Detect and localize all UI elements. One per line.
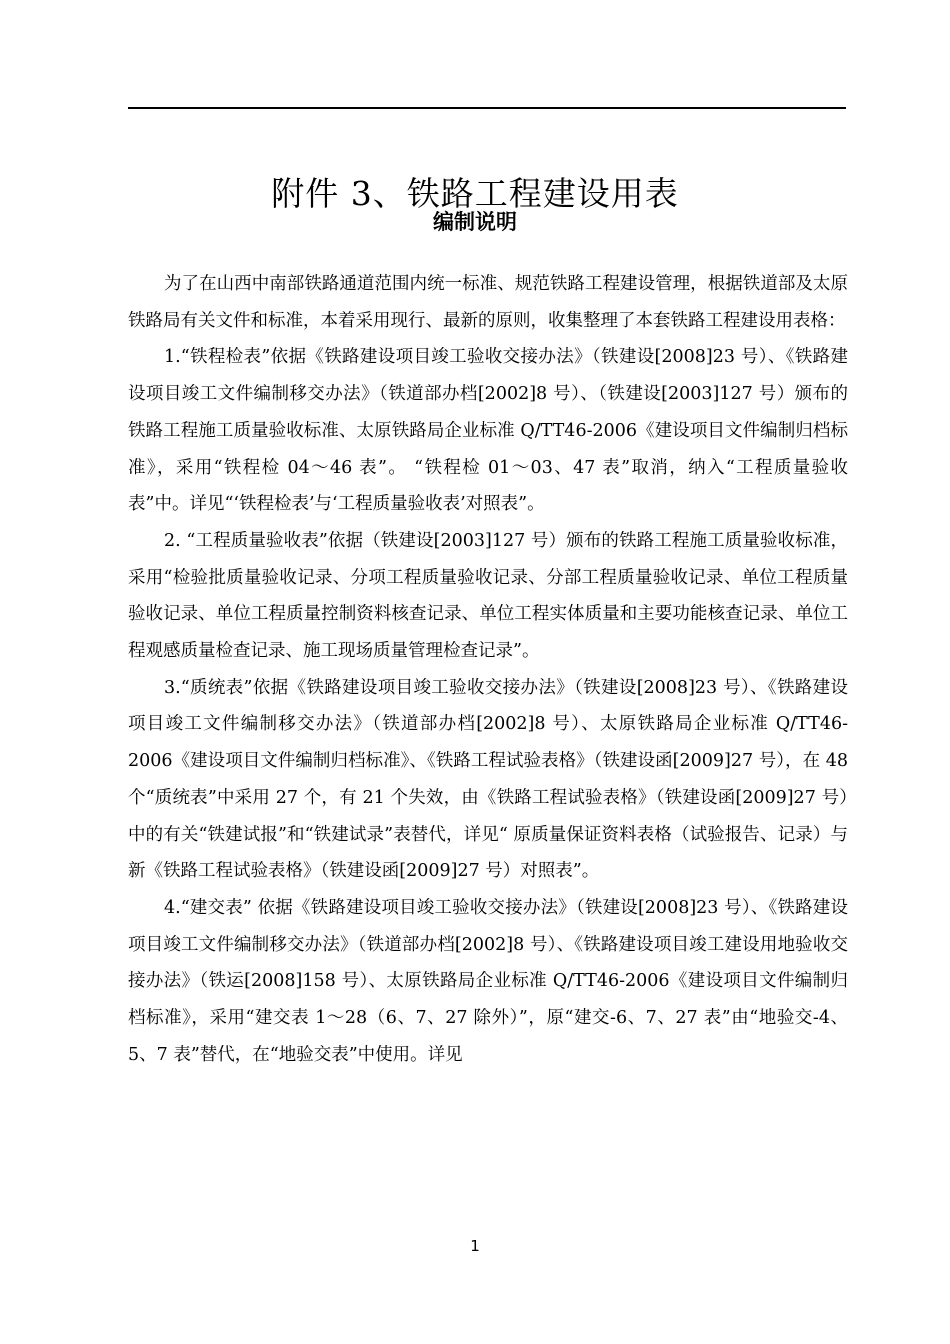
item-3-paragraph: 3.“质统表”依据《铁路建设项目竣工验收交接办法》（铁建设[2008]23 号）、《铁路建设项目竣工文件编制移交办法》（铁道部办档[2002]8 号）、太原铁路局企业标准 Q/TT46-2006《建设项目文件编制归档标准》、《铁路工程试验表格》（铁建设函[2009]27 号），在 48 个“质统表”中采用 27 个，有 21 个失效，由《铁路工程试验表格》（铁建设函[2009]27 号）中的有关“铁建试报”和“铁建试录”表替代，详见“ 原质量保证资料表格（试验报告、记录）与新《铁路工程试验表格》（铁建设函[2009]27 号）对照表”。 [128,677,848,882]
item-1-paragraph: 1.“铁程检表”依据《铁路建设项目竣工验收交接办法》（铁建设[2008]23 号）、《铁路建设项目竣工文件编制移交办法》（铁道部办档[2002]8 号）、（铁建设[2003]127 号）颁布的铁路工程施工质量验收标准、太原铁路局企业标准 Q/TT46-2006《建设项目文件编制归档标准》，采用“铁程检 04～46 表”。 “铁程检 01～03、47 表”取消，纳入“工程质量验收表”中。详见“‘铁程检表’与‘工程质量验收表’对照表”。 [128,347,848,515]
page-number: 1 [470,1237,480,1255]
item-4-paragraph: 4.“建交表” 依据《铁路建设项目竣工验收交接办法》（铁建设[2008]23 号）、《铁路建设项目竣工文件编制移交办法》（铁道部办档[2002]8 号）、《铁路建设项目竣工建设用地验收交接办法》（铁运[2008]158 号）、太原铁路局企业标准 Q/TT46-2006《建设项目文件编制归档标准》，采用“建交表 1～28（6、7、27 除外）”，原“建交-6、7、27 表”由“地验交-4、5、7 表”替代，在“地验交表”中使用。详见 [128,897,848,1065]
header-rule [128,107,846,109]
document-title: 附件 3、铁路工程建设用表 [271,174,679,214]
document-body [128,266,848,1073]
item-2-paragraph: 2. “工程质量验收表”依据（铁建设[2003]127 号）颁布的铁路工程施工质量验收标准，采用“检验批质量验收记录、分项工程质量验收记录、分部工程质量验收记录、单位工程质量验收记录、单位工程质量控制资料核查记录、单位工程实体质量和主要功能核查记录、单位工程观感质量检查记录、施工现场质量管理检查记录”。 [128,530,848,662]
intro-paragraph: 为了在山西中南部铁路通道范围内统一标准、规范铁路工程建设管理，根据铁道部及太原铁路局有关文件和标准，本着采用现行、最新的原则，收集整理了本套铁路工程建设用表格： [128,274,848,331]
document-subtitle: 编制说明 [433,210,517,234]
